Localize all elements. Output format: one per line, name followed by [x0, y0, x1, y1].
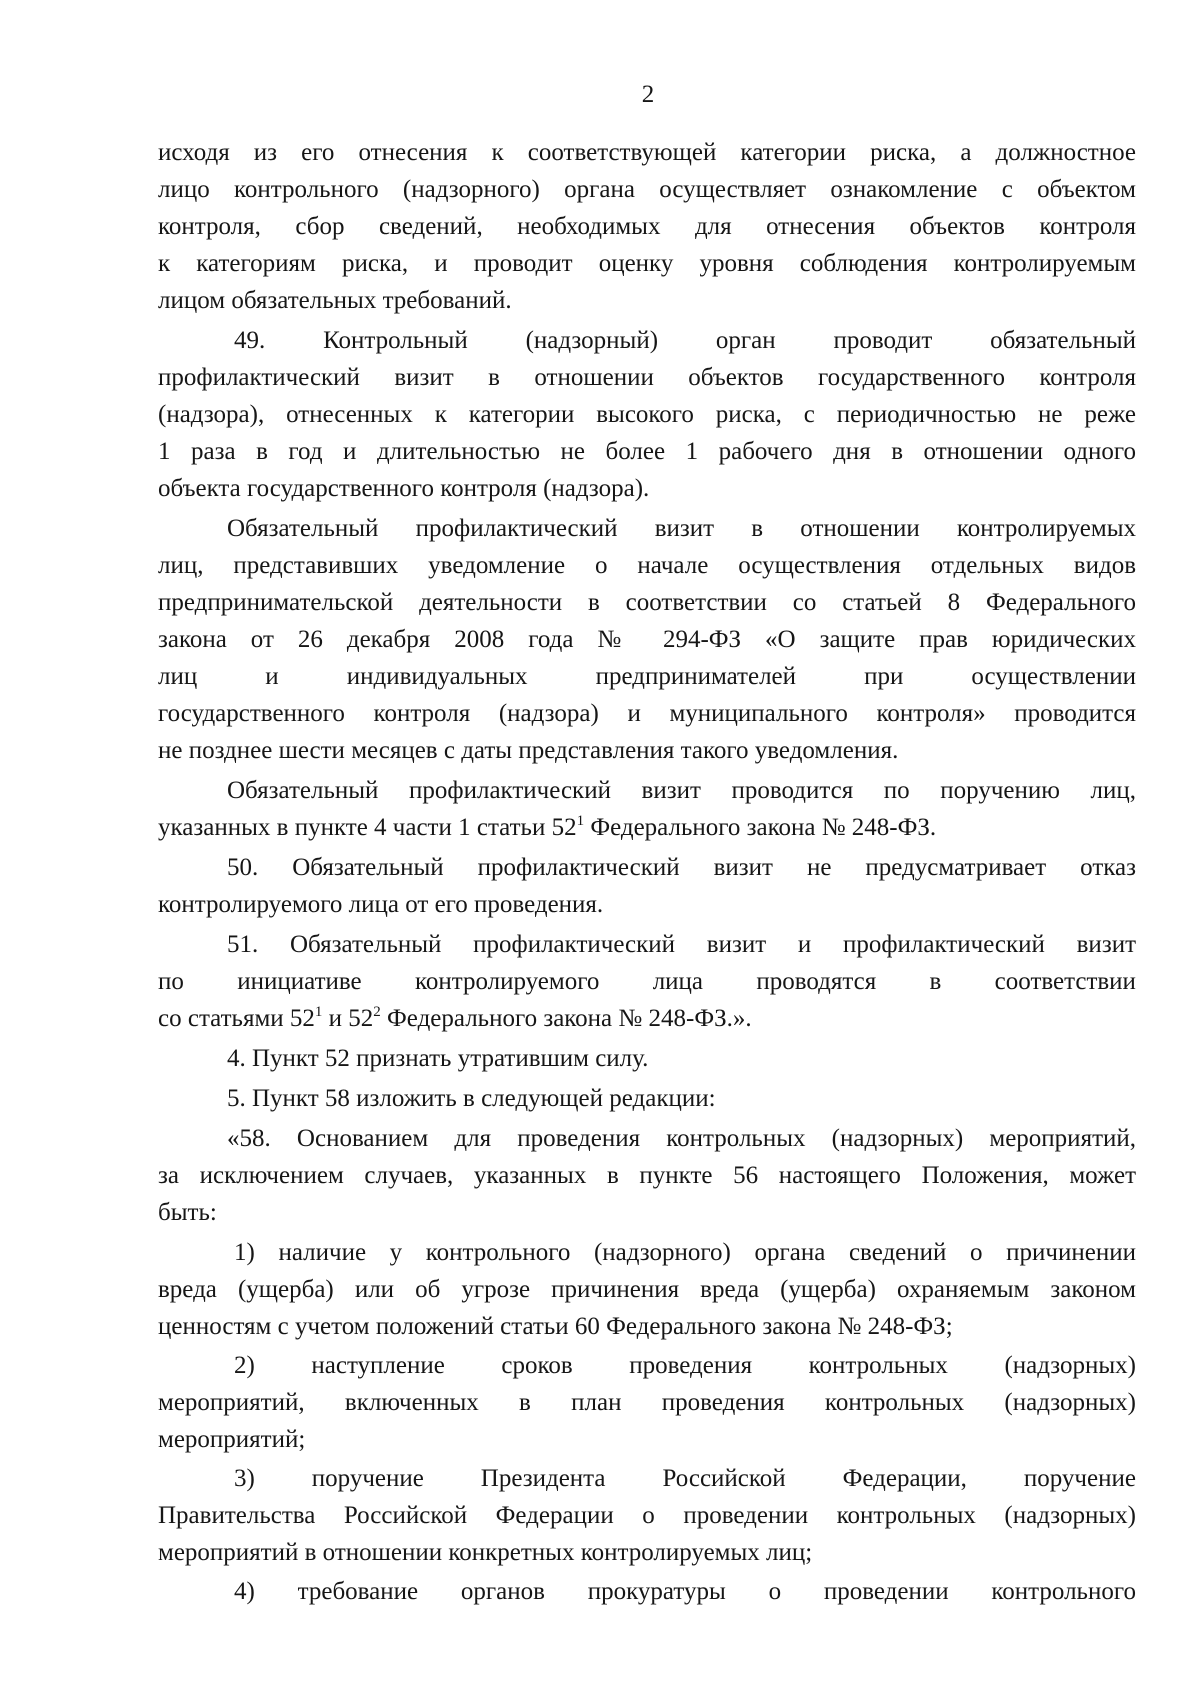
text-line: 5. Пункт 58 изложить в следующей редакции:: [227, 1085, 716, 1112]
word: 3): [234, 1465, 255, 1492]
word: поручение: [311, 1465, 424, 1492]
word: органов: [460, 1578, 545, 1605]
word: индивидуальных: [346, 663, 528, 690]
word: в: [929, 968, 942, 995]
word: прокуратуры: [587, 1578, 726, 1605]
text-line: контролируемого лица от его проведения.: [158, 891, 604, 918]
word: лиц: [158, 663, 198, 690]
word: Президента: [480, 1465, 606, 1492]
text-line: ценностям с учетом положений статьи 60 Федерального закона № 248-ФЗ;: [158, 1313, 953, 1340]
text-line: контроля, сбор сведений, необходимых для отнесения объектов контроля: [158, 213, 1136, 240]
superscript: 2: [373, 1004, 381, 1020]
word: Федерации,: [842, 1465, 967, 1492]
word: контрольных: [808, 1352, 948, 1379]
text-line: (надзора), отнесенных к категории высокого риска, с периодичностью не реже: [158, 401, 1136, 428]
word: Контрольный: [323, 327, 468, 354]
word: 2): [234, 1352, 255, 1379]
text-fragment: Федерального закона № 248-ФЗ.: [584, 814, 937, 841]
text-fragment: указанных в пункте 4 части 1 статьи 52: [158, 814, 577, 841]
justified-line: [158, 1347, 1136, 1384]
word: по: [158, 968, 184, 995]
text-line: за исключением случаев, указанных в пункте 56 настоящего Положения, может: [158, 1162, 1136, 1189]
word: при: [864, 663, 904, 690]
justified-line: [158, 963, 1136, 1000]
text-line: исходя из его отнесения к соответствующей категории риска, а должностное: [158, 139, 1136, 166]
text-fragment: со статьями 52: [158, 1005, 315, 1032]
word: (надзорный): [525, 327, 659, 354]
word: осуществлении: [971, 663, 1136, 690]
text-fragment: и 52: [322, 1005, 374, 1032]
word: наступление: [311, 1352, 445, 1379]
text-line: быть:: [158, 1199, 217, 1226]
word: контролируемого: [414, 968, 600, 995]
word: обязательный: [990, 327, 1136, 354]
word: сроков: [501, 1352, 573, 1379]
text-line: объекта государственного контроля (надзора).: [158, 475, 650, 502]
text-line: вреда (ущерба) или об угрозе причинения вреда (ущерба) охраняемым законом: [158, 1276, 1136, 1303]
text-line: Обязательный профилактический визит в отношении контролируемых: [227, 515, 1136, 542]
word: орган: [715, 327, 776, 354]
word: проведении: [823, 1578, 949, 1605]
word: проводит: [833, 327, 933, 354]
word: (надзорных): [1004, 1352, 1136, 1379]
text-line: 50. Обязательный профилактический визит не предусматривает отказ: [227, 854, 1136, 881]
word: контрольного: [991, 1578, 1136, 1605]
text-line: мероприятий, включенных в план проведения контрольных (надзорных): [158, 1389, 1136, 1416]
word: предпринимателей: [595, 663, 797, 690]
text-line-with-superscript: [158, 1000, 1136, 1037]
text-fragment: Федерального закона № 248-ФЗ.».: [380, 1005, 752, 1032]
text-line: 1) наличие у контрольного (надзорного) органа сведений о причинении: [234, 1239, 1136, 1266]
word: о: [768, 1578, 782, 1605]
word: 4): [234, 1578, 255, 1605]
text-line: к категориям риска, и проводит оценку уровня соблюдения контролируемым: [158, 250, 1136, 277]
page-number: 2: [641, 81, 655, 108]
word: 49.: [234, 327, 266, 354]
word: инициативе: [237, 968, 362, 995]
word: и: [265, 663, 279, 690]
text-line: мероприятий;: [158, 1426, 306, 1453]
justified-line: [158, 658, 1136, 695]
text-line: «58. Основанием для проведения контрольных (надзорных) мероприятий,: [227, 1125, 1136, 1152]
superscript: 1: [576, 813, 585, 829]
text-line: не позднее шести месяцев с даты представления такого уведомления.: [158, 737, 899, 764]
justified-line: [158, 1460, 1136, 1497]
justified-line: [158, 1573, 1136, 1610]
text-line: Правительства Российской Федерации о проведении контрольных (надзорных): [158, 1502, 1136, 1529]
text-line: профилактический визит в отношении объектов государственного контроля: [158, 364, 1136, 391]
word: соответствии: [994, 968, 1136, 995]
word: поручение: [1023, 1465, 1136, 1492]
text-line: предпринимательской деятельности в соответствии со статьей 8 Федерального: [158, 589, 1136, 616]
text-line: лицом обязательных требований.: [158, 287, 512, 314]
text-line: Обязательный профилактический визит проводится по поручению лиц,: [227, 777, 1136, 804]
document-body: [158, 134, 1136, 1610]
word: Российской: [662, 1465, 786, 1492]
text-line: лицо контрольного (надзорного) органа осуществляет ознакомление с объектом: [158, 176, 1136, 203]
word: проведения: [629, 1352, 753, 1379]
text-line-with-superscript: [158, 809, 1136, 846]
text-line: лиц, представивших уведомление о начале осуществления отдельных видов: [158, 552, 1136, 579]
paragraph-49-first-line: [158, 322, 1136, 359]
word: лица: [652, 968, 704, 995]
superscript: 1: [314, 1004, 323, 1020]
text-line: 1 раза в год и длительностью не более 1 рабочего дня в отношении одного: [158, 438, 1136, 465]
text-line: мероприятий в отношении конкретных контролируемых лиц;: [158, 1539, 813, 1566]
text-line: государственного контроля (надзора) и муниципального контроля» проводится: [158, 700, 1136, 727]
word: требование: [297, 1578, 419, 1605]
text-line: закона от 26 декабря 2008 года № 294-ФЗ «О защите прав юридических: [158, 626, 1136, 653]
text-line: 4. Пункт 52 признать утратившим силу.: [227, 1045, 649, 1072]
text-line: 51. Обязательный профилактический визит и профилактический визит: [227, 931, 1136, 958]
word: проводятся: [756, 968, 877, 995]
